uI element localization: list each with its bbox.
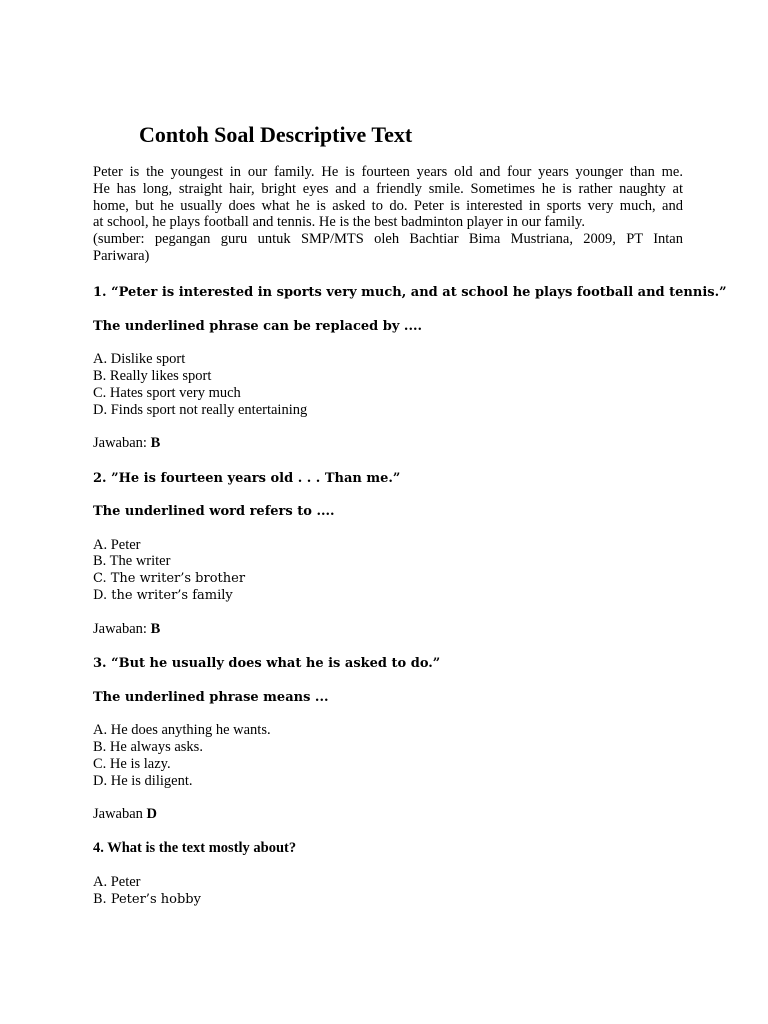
- question-1-instruction: The underlined phrase can be replaced by ....: [93, 319, 423, 334]
- question-1-answer: [93, 435, 160, 452]
- question-2-option-d: D. the writer’s family: [93, 588, 233, 603]
- answer-value: B: [150, 621, 161, 637]
- answer-value: D: [146, 806, 158, 822]
- answer-value: B: [150, 435, 161, 451]
- passage-line: home, but he usually does what he is asked to do. Peter is interested in sports very much, and: [93, 197, 683, 214]
- passage-line: Peter is the youngest in our family. He is fourteen years old and four years younger than me.: [93, 164, 683, 180]
- answer-label: Jawaban: [93, 806, 143, 822]
- question-2-answer: [93, 621, 160, 638]
- passage-line: He has long, straight hair, bright eyes and a friendly smile. Sometimes he is rather naughty at: [93, 180, 683, 197]
- question-3-option-b: B. He always asks.: [93, 739, 203, 755]
- question-1-option-a: A. Dislike sport: [93, 351, 186, 367]
- question-2-option-b: B. The writer: [93, 553, 171, 569]
- question-4: 4. What is the text mostly about?: [93, 840, 297, 856]
- question-4-option-b: B. Peter’s hobby: [93, 892, 201, 907]
- passage-line: (sumber: pegangan guru untuk SMP/MTS oleh Bachtiar Bima Mustriana, 2009, PT Intan: [93, 231, 683, 248]
- question-1-option-d: D. Finds sport not really entertaining: [93, 402, 308, 418]
- question-3-option-a: A. He does anything he wants.: [93, 722, 271, 738]
- question-3-option-d: D. He is diligent.: [93, 773, 193, 789]
- passage-line: Pariwara): [93, 247, 150, 264]
- question-2-option-c: C. The writer’s brother: [93, 571, 246, 586]
- passage-line: at school, he plays football and tennis. He is the best badminton player in our family.: [93, 214, 585, 231]
- passage: [93, 164, 683, 265]
- question-2-instruction: The underlined word refers to ....: [93, 504, 335, 519]
- question-3: 3. “But he usually does what he is asked to do.”: [93, 656, 441, 671]
- question-3-option-c: C. He is lazy.: [93, 756, 171, 772]
- question-3-instruction: The underlined phrase means ...: [93, 690, 329, 705]
- question-2-option-a: A. Peter: [93, 537, 141, 553]
- page-title: Contoh Soal Descriptive Text: [139, 122, 413, 147]
- answer-label: Jawaban:: [93, 621, 147, 637]
- question-3-answer: [93, 806, 157, 823]
- answer-label: Jawaban:: [93, 435, 147, 451]
- question-1-option-b: B. Really likes sport: [93, 368, 212, 384]
- question-1-option-c: C. Hates sport very much: [93, 385, 241, 401]
- question-1: 1. “Peter is interested in sports very much, and at school he plays football and tennis.”: [93, 285, 727, 300]
- question-4-option-a: A. Peter: [93, 874, 141, 890]
- question-2: 2. ”He is fourteen years old . . . Than me.”: [93, 471, 401, 486]
